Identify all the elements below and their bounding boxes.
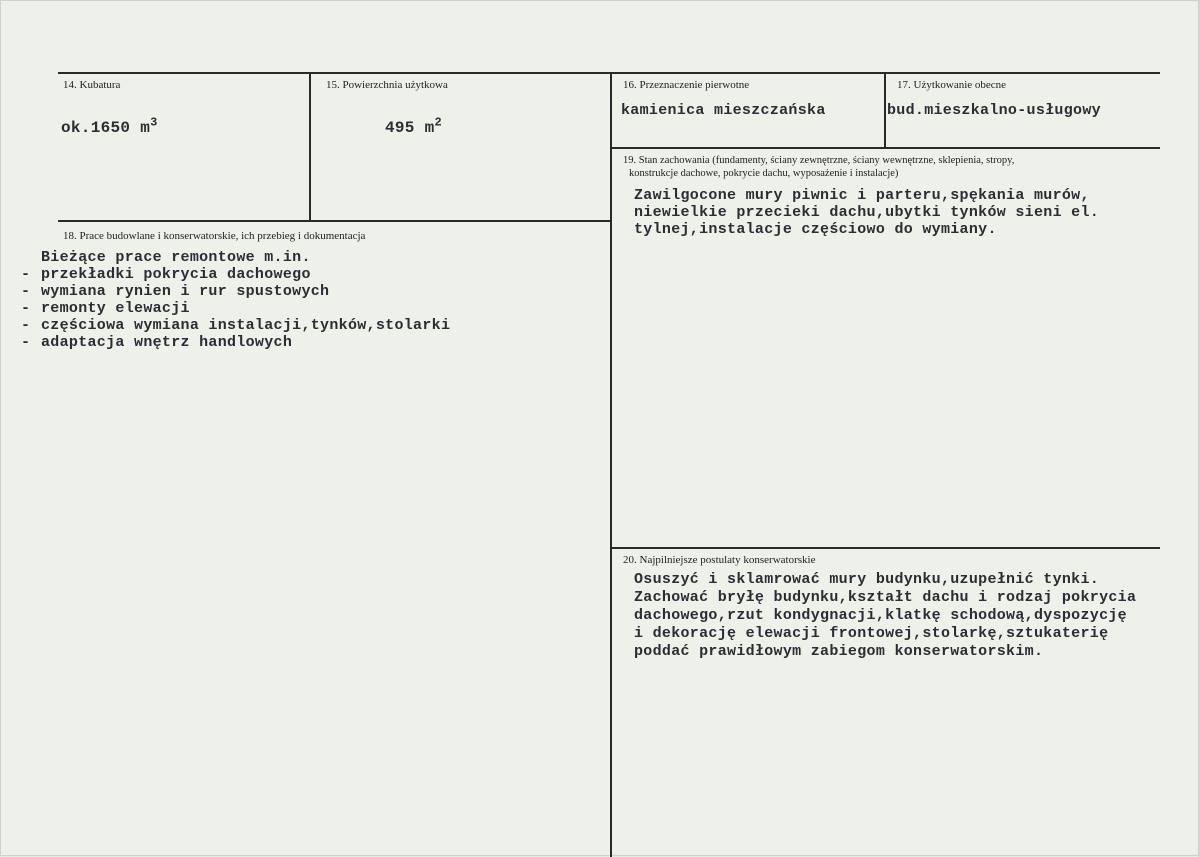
field-15-label: 15. Powierzchnia użytkowa xyxy=(326,79,448,91)
field-18-bullet-dash: - xyxy=(21,300,31,317)
field-14-label: 14. Kubatura xyxy=(63,79,121,91)
grid-line-v3 xyxy=(884,72,886,149)
grid-line-v1 xyxy=(309,72,311,222)
field-20-line: Osuszyć i sklamrować mury budynku,uzupełnić tynki. xyxy=(634,571,1100,588)
field-18-line: częściowa wymiana instalacji,tynków,stolarki xyxy=(41,317,451,334)
field-18-bullet-dash: - xyxy=(21,283,31,300)
field-19-label-line-2: konstrukcje dachowe, pokrycie dachu, wyposażenie i instalacje) xyxy=(629,168,899,179)
grid-line-top xyxy=(58,72,1160,74)
field-14-value xyxy=(61,115,158,137)
field-18-line: remonty elewacji xyxy=(41,300,190,317)
field-18-line: przekładki pokrycia dachowego xyxy=(41,266,311,283)
grid-line-v-middle xyxy=(610,72,612,857)
field-18-bullet-dash: - xyxy=(21,334,31,351)
field-19-label-line-1: 19. Stan zachowania (fundamenty, ściany zewnętrzne, ściany wewnętrzne, sklepienia, stropy, xyxy=(623,155,1015,166)
field-15-value-exponent: 2 xyxy=(434,115,443,130)
field-16-label: 16. Przeznaczenie pierwotne xyxy=(623,79,750,91)
grid-line-right-2 xyxy=(610,547,1160,549)
field-20-line: i dekorację elewacji frontowej,stolarkę,sztukaterię xyxy=(634,625,1109,642)
grid-line-left-1 xyxy=(58,220,612,222)
field-18-bullet-dash: - xyxy=(21,317,31,334)
field-16-value: kamienica mieszczańska xyxy=(621,102,826,119)
field-15-value xyxy=(385,115,443,137)
field-20-line: Zachować bryłę budynku,kształt dachu i rodzaj pokrycia xyxy=(634,589,1137,606)
field-17-value: bud.mieszkalno-usługowy xyxy=(887,102,1101,119)
field-19-line: niewielkie przecieki dachu,ubytki tynków sieni el. xyxy=(634,204,1100,221)
field-20-text xyxy=(634,571,1136,661)
field-20-line: dachowego,rzut kondygnacji,klatkę schodową,dyspozycję xyxy=(634,607,1127,624)
field-18-text xyxy=(41,249,450,351)
field-15-value-text: 495 m xyxy=(385,119,435,137)
field-17-label: 17. Użytkowanie obecne xyxy=(897,79,1007,91)
field-19-line: Zawilgocone mury piwnic i parteru,spękania murów, xyxy=(634,187,1090,204)
field-18-bullet-dash: - xyxy=(21,266,31,283)
field-18-label: 18. Prace budowlane i konserwatorskie, ich przebieg i dokumentacja xyxy=(63,230,366,242)
field-14-value-exponent: 3 xyxy=(150,115,158,130)
field-18-line: Bieżące prace remontowe m.in. xyxy=(41,249,311,266)
field-20-line: poddać prawidłowym zabiegom konserwatorskim. xyxy=(634,643,1044,660)
field-18-line: adaptacja wnętrz handlowych xyxy=(41,334,293,351)
field-18-line: wymiana rynien i rur spustowych xyxy=(41,283,330,300)
field-20-label: 20. Najpilniejsze postulaty konserwatorskie xyxy=(623,554,816,566)
field-19-line: tylnej,instalacje częściowo do wymiany. xyxy=(634,221,997,238)
field-19-text xyxy=(634,187,1099,238)
field-14-value-text: ok.1650 m xyxy=(61,119,151,137)
grid-line-right-1 xyxy=(610,147,1160,149)
